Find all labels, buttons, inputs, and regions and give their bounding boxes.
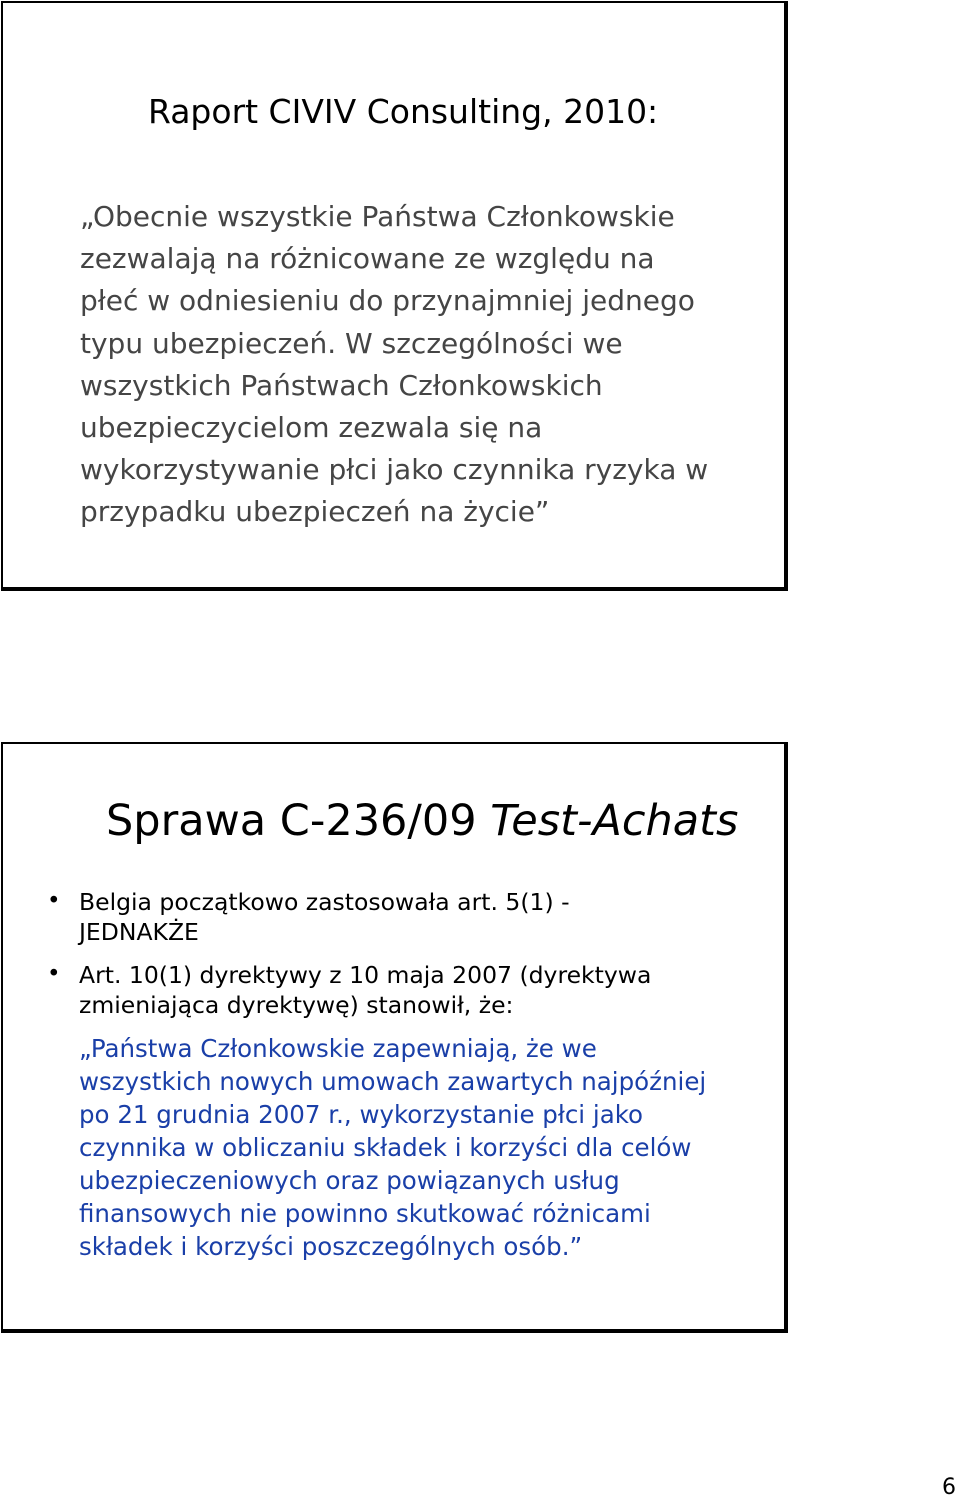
quote-line: ubezpieczeniowych oraz powiązanych usług [79,1166,620,1195]
quote-line: finansowych nie powinno skutkować różnicami [79,1199,651,1228]
quote-line: ubezpieczycielom zezwala się na [80,411,543,445]
quote-line: po 21 grudnia 2007 r., wykorzystanie płci jako [79,1100,644,1129]
bullet-line: zmieniająca dyrektywę) stanowił, że: [79,991,514,1019]
bullet-dot-icon: • [47,961,61,987]
quote-line: wszystkich Państwach Członkowskich [80,368,603,402]
bullet-line: Belgia początkowo zastosowała art. 5(1) - [79,888,570,916]
slide-1-quote [80,196,708,534]
bullet-text [79,960,651,1020]
quote-line: przypadku ubezpieczeń na życie” [80,495,550,529]
quote-line: typu ubezpieczeń. W szczególności we [80,326,623,360]
bullet-text [79,887,570,947]
bullet-dot-icon: • [47,888,61,914]
directive-quote [79,1032,706,1263]
quote-line: składek i korzyści poszczególnych osób.” [79,1232,583,1261]
case-name: Test-Achats [490,796,739,846]
quote-line: wszystkich nowych umowach zawartych najpóźniej [79,1067,707,1096]
page-number: 6 [942,1475,956,1500]
slide-2-title-prefix: Sprawa C-236/09 [106,796,491,846]
quote-line: zezwalają na różnicowane ze względu na [80,242,655,276]
quote-line: „Obecnie wszystkie Państwa Członkowskie [80,200,675,233]
slide-2-title [106,796,738,846]
slide-1-title: Raport CIVIV Consulting, 2010: [148,92,659,131]
quote-line: czynnika w obliczaniu składek i korzyści dla celów [79,1133,692,1162]
bullet-line: Art. 10(1) dyrektywy z 10 maja 2007 (dyrektywa [79,961,652,989]
quote-line: płeć w odniesieniu do przynajmniej jednego [80,284,695,318]
bullet-line: JEDNAKŻE [79,918,199,946]
quote-line: wykorzystywanie płci jako czynnika ryzyka w [80,453,709,487]
quote-line: „Państwa Członkowskie zapewniają, że we [79,1034,597,1063]
slide-1 [1,1,788,591]
slide-2 [1,742,788,1333]
